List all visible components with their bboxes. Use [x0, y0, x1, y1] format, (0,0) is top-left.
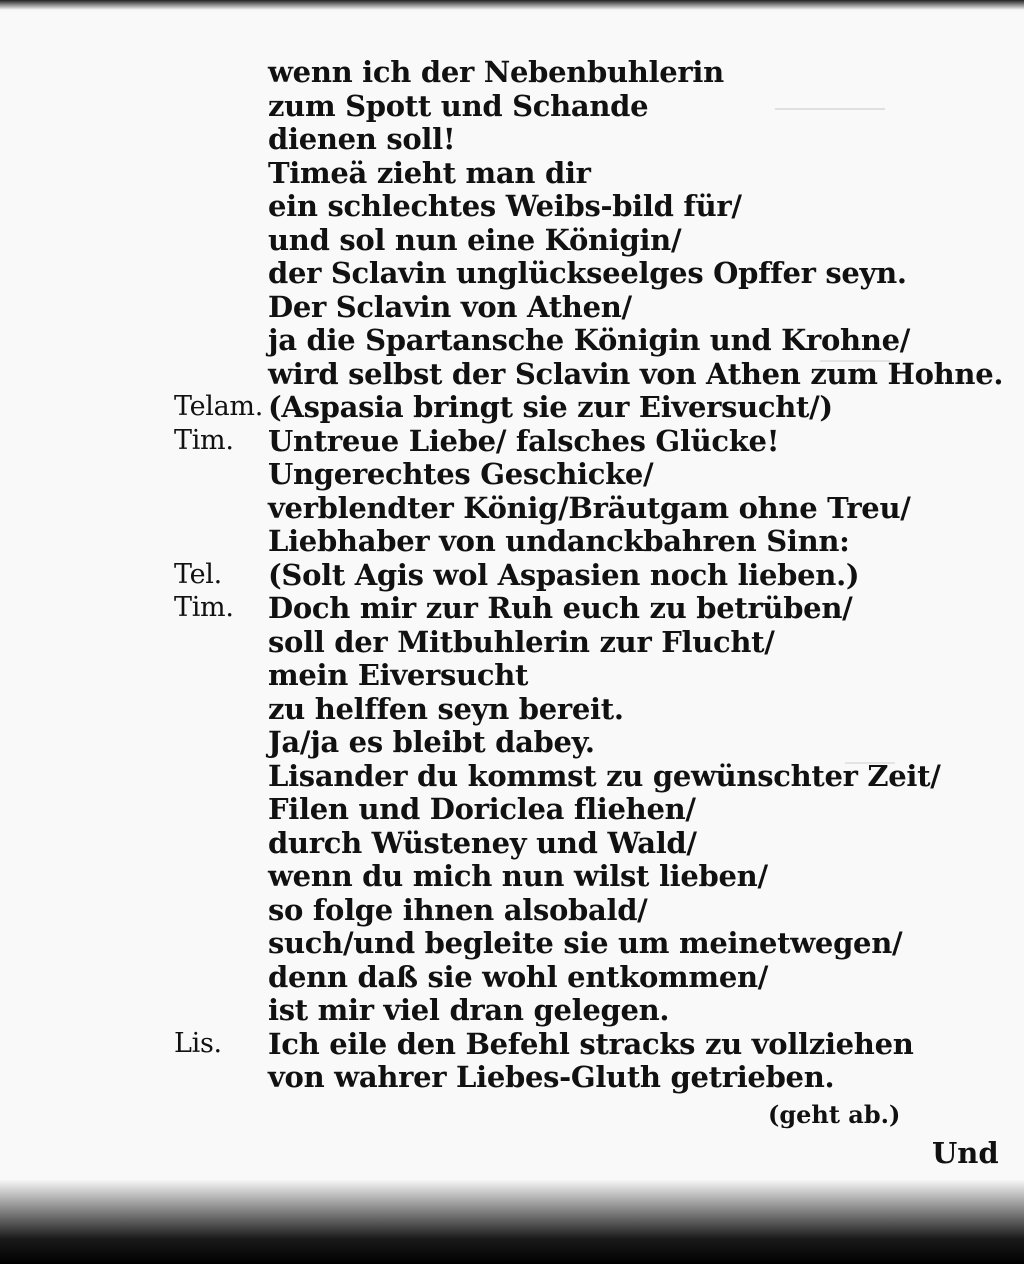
text-line — [0, 389, 1024, 425]
verse-line-text: Ja/ja es bleibt dabey. — [268, 725, 595, 759]
verse-line-text: Filen und Doriclea fliehen/ — [268, 792, 696, 826]
text-line — [0, 490, 1024, 526]
verse-line-text: Ungerechtes Geschicke/ — [268, 457, 654, 491]
text-line — [0, 88, 1024, 124]
speaker-label: Lis. — [174, 1027, 222, 1059]
text-line — [0, 992, 1024, 1028]
verse-line-text: zu helffen seyn bereit. — [268, 691, 624, 726]
verse-line-text: Untreue Liebe/ falsches Glücke! — [268, 423, 780, 458]
text-line — [0, 54, 1024, 90]
verse-line-text: verblendter König/Bräutgam ohne Treu/ — [268, 490, 911, 525]
catchword: Und — [932, 1136, 999, 1170]
text-line — [0, 188, 1024, 224]
text-line — [0, 356, 1024, 392]
text-line — [0, 121, 1024, 157]
text-line — [0, 1026, 1024, 1062]
text-line — [0, 758, 1024, 794]
verse-line-text: (Solt Agis wol Aspasien noch lieben.) — [268, 557, 860, 592]
text-line — [0, 289, 1024, 325]
text-line — [0, 557, 1024, 593]
verse-line-text: Ich eile den Befehl stracks zu vollziehen — [268, 1026, 914, 1061]
verse-line-text: von wahrer Liebes-Gluth getrieben. — [268, 1060, 835, 1094]
speaker-label: Tel. — [174, 558, 222, 590]
stage-direction: (geht ab.) — [768, 1100, 901, 1129]
verse-line-text: wird selbst der Sclavin von Athen zum Hohne. — [268, 356, 1004, 391]
page-top-edge — [0, 0, 1024, 10]
text-line — [0, 791, 1024, 827]
text-line — [0, 858, 1024, 894]
verse-line-text: durch Wüsteney und Wald/ — [268, 825, 697, 860]
text-line — [0, 892, 1024, 928]
text-line — [0, 925, 1024, 961]
text-line — [0, 691, 1024, 727]
text-line — [0, 1059, 1024, 1095]
verse-line-text: dienen soll! — [268, 122, 456, 156]
verse-line-text: (Aspasia bringt sie zur Eiversucht/) — [268, 390, 833, 424]
speaker-label: Tim. — [174, 424, 234, 456]
verse-line-text: der Sclavin unglückseelges Opffer seyn. — [268, 256, 907, 290]
text-line — [0, 155, 1024, 191]
text-line — [0, 456, 1024, 492]
verse-line-text: mein Eiversucht — [268, 658, 529, 692]
speaker-label: Telam. — [174, 391, 264, 422]
verse-line-text: wenn ich der Nebenbuhlerin — [268, 55, 724, 89]
verse-line-text: so folge ihnen alsobald/ — [268, 892, 648, 927]
verse-line-text: ein schlechtes Weibs-bild für/ — [268, 189, 742, 223]
text-line — [0, 222, 1024, 258]
text-line — [0, 322, 1024, 358]
text-line — [0, 959, 1024, 995]
verse-line-text: und sol nun eine Königin/ — [268, 222, 682, 257]
verse-line-text: Doch mir zur Ruh euch zu betrüben/ — [268, 591, 853, 625]
verse-line-text: such/und begleite sie um meinetwegen/ — [268, 926, 903, 960]
verse-line-text: soll der Mitbuhlerin zur Flucht/ — [268, 624, 775, 659]
text-line — [0, 657, 1024, 693]
page-bottom-edge — [0, 1180, 1024, 1264]
verse-line-text: Lisander du kommst zu gewünschter Zeit/ — [268, 758, 941, 793]
verse-line-text: Liebhaber von undanckbahren Sinn: — [268, 524, 850, 558]
text-line — [0, 423, 1024, 459]
verse-line-text: denn daß sie wohl entkommen/ — [268, 959, 769, 994]
text-line — [0, 724, 1024, 760]
verse-line-text: ja die Spartansche Königin und Krohne/ — [268, 323, 911, 357]
text-line — [0, 825, 1024, 861]
text-line — [0, 590, 1024, 626]
text-line — [0, 255, 1024, 291]
text-line — [0, 523, 1024, 559]
verse-line-text: Timeä zieht man dir — [268, 155, 591, 190]
verse-line-text: wenn du mich nun wilst lieben/ — [268, 859, 768, 893]
speaker-label: Tim. — [174, 592, 234, 623]
verse-line-text: ist mir viel dran gelegen. — [268, 993, 670, 1027]
text-line — [0, 624, 1024, 660]
verse-line-text: Der Sclavin von Athen/ — [268, 289, 632, 324]
verse-line-text: zum Spott und Schande — [268, 88, 649, 123]
